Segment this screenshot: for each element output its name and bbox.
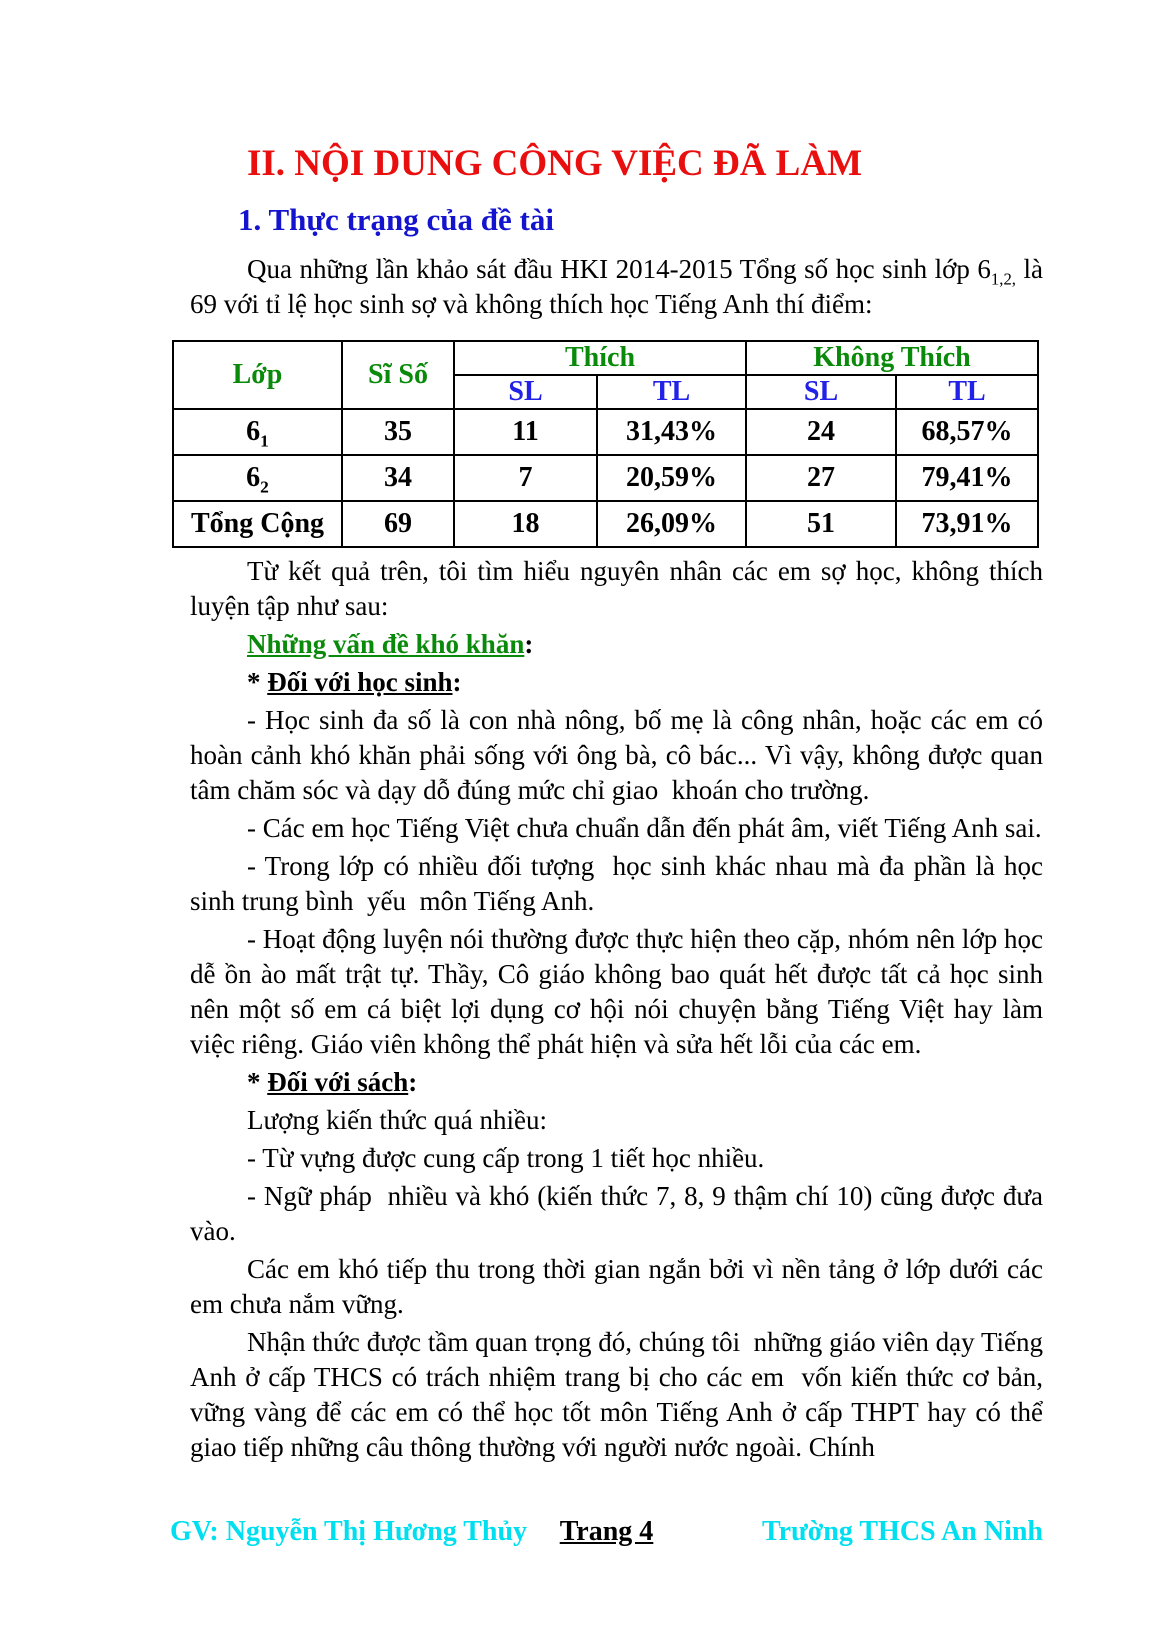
- dislike-sl-cell: 27: [746, 455, 896, 501]
- students-heading: [190, 665, 1043, 700]
- footer-teacher-name: GV: Nguyễn Thị Hương Thủy: [170, 1516, 528, 1547]
- class-cell: [173, 409, 342, 455]
- table-row: [173, 455, 1038, 501]
- class-label: 6: [246, 416, 261, 447]
- paragraph-books-1: Lượng kiến thức quá nhiều:: [247, 1105, 547, 1135]
- class-label: 6: [246, 462, 261, 493]
- table-row: [173, 409, 1038, 455]
- survey-table: [172, 340, 1039, 548]
- siso-cell: 35: [342, 409, 454, 455]
- paragraph-student-4: - Hoạt động luyện nói thường được thực hiện theo cặp, nhóm nên lớp học dễ ồn ào mất trật tự. Thầy, Cô giáo không bao quát hết được tất cả học sinh nên một số em cá biệt lợi dụng cơ hội nói chuyện bằng Tiếng Việt hay làm việc riêng. Giáo viên không thể phát hiện và sửa hết lỗi của các em.: [190, 924, 1050, 1059]
- difficulties-heading: [190, 627, 1043, 662]
- class-sub: 1: [260, 431, 269, 451]
- books-heading-colon: :: [408, 1067, 418, 1097]
- header-class-column: Lớp: [173, 341, 342, 409]
- class-cell: [173, 501, 342, 547]
- header-dislike-tl: TL: [896, 375, 1038, 409]
- dislike-tl-cell: 73,91%: [896, 501, 1038, 547]
- header-like-tl: TL: [597, 375, 746, 409]
- paragraph-student-3: - Trong lớp có nhiều đối tượng học sinh khác nhau mà đa phần là học sinh trung bình yếu môn Tiếng Anh.: [190, 851, 1050, 916]
- header-size-column: Sĩ Số: [342, 341, 454, 409]
- books-heading-star: *: [247, 1067, 268, 1097]
- table-row-total: [173, 501, 1038, 547]
- header-like-group: Thích: [454, 341, 746, 375]
- footer-school-name: Trường THCS An Ninh: [761, 1516, 1044, 1547]
- difficulties-heading-colon: :: [524, 629, 534, 659]
- header-dislike-group: Không Thích: [746, 341, 1038, 375]
- header-dislike-sl: SL: [746, 375, 896, 409]
- paragraph-after-table: Từ kết quả trên, tôi tìm hiểu nguyên nhân các em sợ học, không thích luyện tập như sau:: [190, 556, 1050, 621]
- table-header-row-groups: [173, 341, 1038, 375]
- subsection-title: 1. Thực trạng của đề tài: [238, 202, 554, 237]
- like-sl-cell: 7: [454, 455, 597, 501]
- section-title: II. NỘI DUNG CÔNG VIỆC ĐÃ LÀM: [247, 143, 862, 184]
- page-footer: [170, 1514, 1043, 1550]
- books-heading-text: Đối với sách: [267, 1067, 409, 1097]
- closing-paragraph: Nhận thức được tầm quan trọng đó, chúng tôi những giáo viên dạy Tiếng Anh ở cấp THCS có trách nhiệm trang bị cho các em vốn kiến thức cơ bản, vững vàng để các em có thể học tốt môn Tiếng Anh ở cấp THPT hay có thể giao tiếp những câu thông thường với người nước ngoài. Chính: [190, 1327, 1050, 1462]
- class-cell: [173, 455, 342, 501]
- intro-text-pre: Qua những lần khảo sát đầu HKI 2014-2015 Tổng số học sinh lớp 6: [247, 254, 991, 284]
- books-heading: [190, 1065, 1043, 1100]
- class-label: Tổng Cộng: [190, 508, 325, 539]
- siso-cell: 69: [342, 501, 454, 547]
- paragraph-books-3: - Ngữ pháp nhiều và khó (kiến thức 7, 8, 9 thậm chí 10) cũng được đưa vào.: [190, 1181, 1057, 1246]
- like-sl-cell: 11: [454, 409, 597, 455]
- siso-cell: 34: [342, 455, 454, 501]
- intro-class-subscript: 1,2,: [990, 269, 1016, 289]
- paragraph-student-1: - Học sinh đa số là con nhà nông, bố mẹ là công nhân, hoặc các em có hoàn cảnh khó khăn phải sống với ông bà, cô bác... Vì vậy, không được quan tâm chăm sóc và dạy dỗ đúng mức chỉ giao khoán cho trường.: [190, 705, 1050, 805]
- students-heading-star: *: [247, 667, 268, 697]
- difficulties-heading-text: Những vấn đề khó khăn: [247, 629, 525, 659]
- dislike-tl-cell: 79,41%: [896, 455, 1038, 501]
- footer-page-number: Trang 4: [559, 1516, 654, 1547]
- intro-text-post: là 69 với tỉ lệ học sinh sợ và không thích học Tiếng Anh thí điểm:: [190, 254, 1050, 319]
- like-sl-cell: 18: [454, 501, 597, 547]
- students-heading-text: Đối với học sinh: [267, 667, 453, 697]
- paragraph-student-2: - Các em học Tiếng Việt chưa chuẩn dẫn đến phát âm, viết Tiếng Anh sai.: [247, 813, 1042, 843]
- paragraph-books-2: - Từ vựng được cung cấp trong 1 tiết học nhiều.: [247, 1143, 765, 1173]
- header-like-sl: SL: [454, 375, 597, 409]
- intro-paragraph: [190, 252, 1050, 322]
- like-tl-cell: 20,59%: [597, 455, 746, 501]
- dislike-sl-cell: 24: [746, 409, 896, 455]
- dislike-sl-cell: 51: [746, 501, 896, 547]
- like-tl-cell: 26,09%: [597, 501, 746, 547]
- paragraph-books-4: Các em khó tiếp thu trong thời gian ngắn bởi vì nền tảng ở lớp dưới các em chưa nắm vững.: [190, 1254, 1050, 1319]
- class-sub: 2: [260, 477, 269, 497]
- students-heading-colon: :: [452, 667, 462, 697]
- dislike-tl-cell: 68,57%: [896, 409, 1038, 455]
- like-tl-cell: 31,43%: [597, 409, 746, 455]
